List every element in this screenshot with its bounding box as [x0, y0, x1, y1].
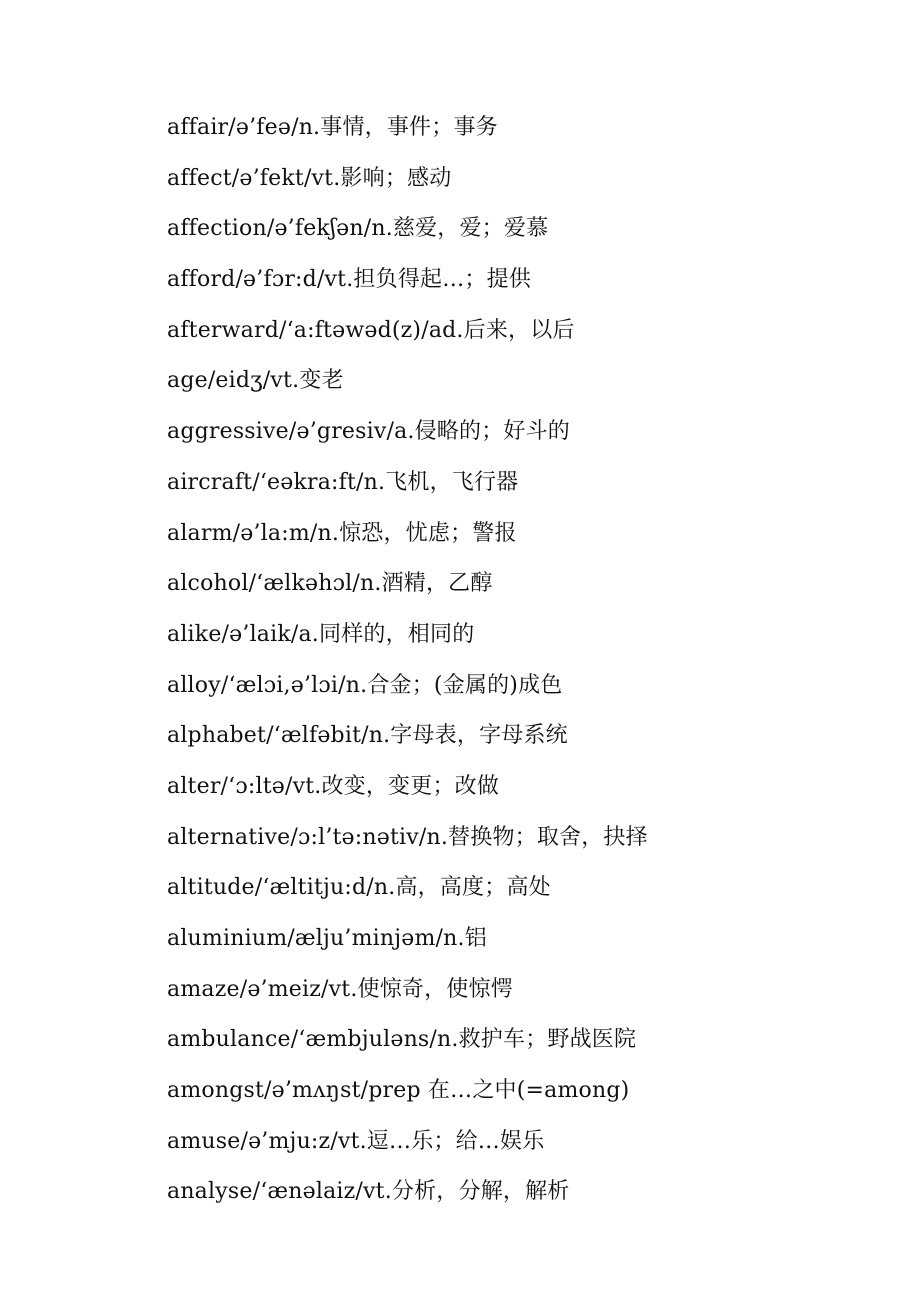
vocabulary-entry: alloy/‘ælɔi,ə’lɔi/n.合金；(金属的)成色	[167, 672, 563, 698]
vocabulary-list	[167, 108, 907, 1223]
vocabulary-entry: aluminium/ælju’minjəm/n.铝	[167, 926, 487, 951]
vocabulary-entry: age/eidʒ/vt.变老	[167, 368, 344, 394]
vocabulary-entry: affection/ə’fekʃən/n.慈爱，爱；爱慕	[167, 216, 549, 242]
vocabulary-entry: amongst/ə’mʌŋst/prep 在…之中(=among)	[167, 1078, 630, 1104]
vocabulary-entry: affect/ə’fekt/vt.影响；感动	[167, 165, 452, 191]
vocabulary-entry: aircraft/‘eəkra:ft/n.飞机，飞行器	[167, 469, 519, 495]
vocabulary-entry: afterward/‘a:ftəwəd(z)/ad.后来，以后	[167, 317, 575, 343]
vocabulary-entry: ambulance/‘æmbjuləns/n.救护车；野战医院	[167, 1027, 637, 1053]
vocabulary-entry: alcohol/‘ælkəhɔl/n.酒精，乙醇	[167, 571, 493, 597]
vocabulary-entry: alternative/ɔ:l’tə:nətiv/n.替换物；取舍，抉择	[167, 824, 648, 850]
vocabulary-entry: alarm/ə’la:m/n.惊恐，忧虑；警报	[167, 520, 517, 546]
vocabulary-entry: amuse/ə’mju:z/vt.逗…乐；给…娱乐	[167, 1128, 545, 1154]
vocabulary-entry: afford/ə’fɔr:d/vt.担负得起…；提供	[167, 267, 532, 293]
vocabulary-entry: amaze/ə’meiz/vt.使惊奇，使惊愕	[167, 976, 513, 1002]
vocabulary-entry: alike/ə’laik/a.同样的，相同的	[167, 621, 475, 647]
vocabulary-entry: alter/‘ɔ:ltə/vt.改变，变更；改做	[167, 773, 500, 799]
vocabulary-entry: affair/ə’feə/n.事情，事件；事务	[167, 115, 498, 140]
vocabulary-entry: alphabet/‘ælfəbit/n.字母表，字母系统	[167, 723, 568, 749]
vocabulary-entry: altitude/‘æltitju:d/n.高，高度；高处	[167, 875, 551, 901]
vocabulary-entry: aggressive/ə’gresiv/a.侵略的；好斗的	[167, 419, 571, 445]
vocabulary-entry: analyse/‘ænəlaiz/vt.分析，分解，解析	[167, 1179, 570, 1205]
